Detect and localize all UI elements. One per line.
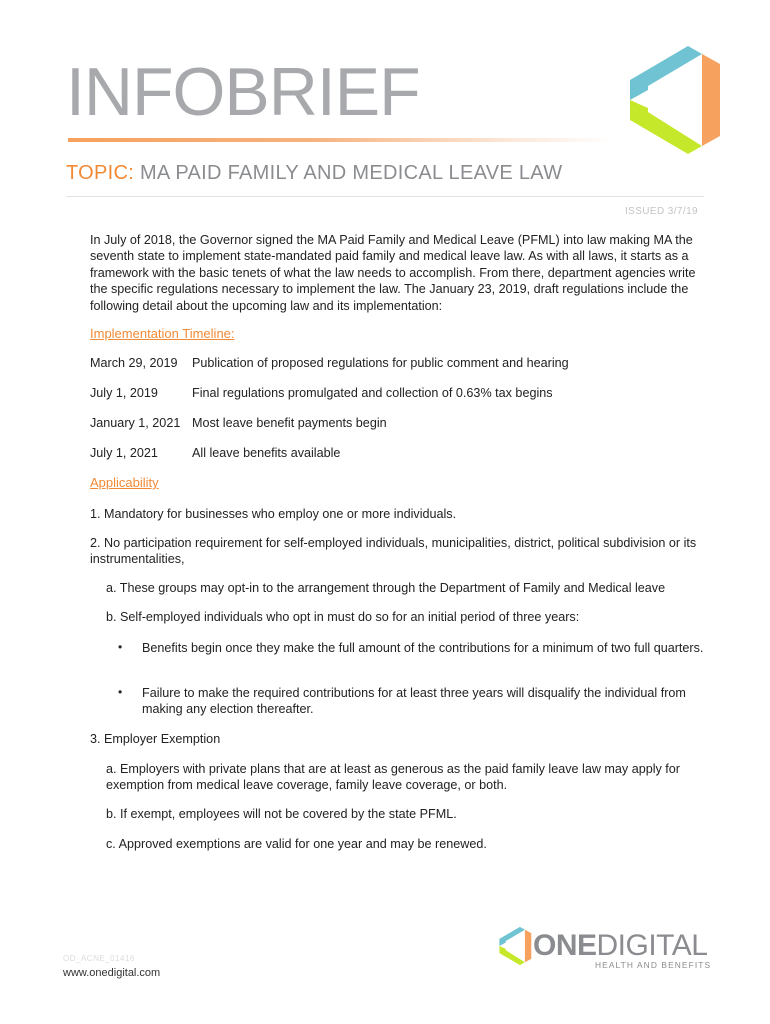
timeline-date: January 1, 2021 <box>90 416 181 430</box>
bullet-item: Failure to make the required contributions for at least three years will disqualify the individual from making any election thereafter. <box>142 686 686 717</box>
list-item-3: 3. Employer Exemption <box>90 732 221 746</box>
onedigital-mark-icon <box>626 44 722 156</box>
document-code: OD_ACNE_01416 <box>63 954 135 963</box>
bullet-item: Benefits begin once they make the full amount of the contributions for a minimum of two full quarters. <box>142 641 704 655</box>
brand-tagline: HEALTH AND BENEFITS <box>595 960 712 970</box>
bullet-marker: • <box>118 640 123 654</box>
onedigital-wordmark <box>533 931 707 961</box>
topic-text: MA PAID FAMILY AND MEDICAL LEAVE LAW <box>139 162 563 184</box>
onedigital-footer-mark-icon <box>498 926 532 966</box>
list-item-3b: b. If exempt, employees will not be covered by the state PFML. <box>106 807 457 821</box>
list-item-3c: c. Approved exemptions are valid for one year and may be renewed. <box>106 837 487 851</box>
list-item-3a: a. Employers with private plans that are at least as generous as the paid family leave law may apply for exemption from medical leave coverage, family leave coverage, or both. <box>106 762 681 793</box>
list-item-2b: b. Self-employed individuals who opt in must do so for an initial period of three years: <box>106 610 580 624</box>
website-link[interactable]: www.onedigital.com <box>63 967 161 979</box>
topic-heading <box>66 162 562 185</box>
timeline-description: Final regulations promulgated and collection of 0.63% tax begins <box>192 386 553 400</box>
topic-label: TOPIC: <box>66 162 135 184</box>
timeline-date: July 1, 2019 <box>90 386 158 400</box>
list-item-2: 2. No participation requirement for self-employed individuals, municipalities, district, political subdivision or its instrumentalities, <box>90 536 697 567</box>
issued-date: ISSUED 3/7/19 <box>624 206 698 217</box>
timeline-heading: Implementation Timeline: <box>90 326 235 341</box>
list-item-2a: a. These groups may opt-in to the arrangement through the Department of Family and Medical leave <box>106 581 666 595</box>
list-item-1: 1. Mandatory for businesses who employ one or more individuals. <box>90 507 457 521</box>
applicability-heading: Applicability <box>90 475 159 490</box>
title-underline <box>68 138 613 142</box>
timeline-description: Most leave benefit payments begin <box>192 416 387 430</box>
topic-divider <box>66 196 704 197</box>
bullet-marker: • <box>118 685 123 699</box>
timeline-description: Publication of proposed regulations for public comment and hearing <box>192 356 569 370</box>
intro-paragraph: In July of 2018, the Governor signed the MA Paid Family and Medical Leave (PFML) into law making MA the seventh state to implement state-mandated paid family and medical leave law. As with all laws, it starts as a framework with the basic tenets of what the law needs to accomplish. From there, department agencies write the specific regulations necessary to implement the law. The January 23, 2019, draft regulations include the following detail about the upcoming law and its implementation: <box>90 233 696 313</box>
timeline-date: March 29, 2019 <box>90 356 178 370</box>
timeline-date: July 1, 2021 <box>90 446 158 460</box>
timeline-description: All leave benefits available <box>192 446 341 460</box>
brand-digital: DIGITAL <box>596 929 708 962</box>
brand-one: ONE <box>533 929 597 962</box>
page-title: INFOBRIEF <box>66 54 420 130</box>
